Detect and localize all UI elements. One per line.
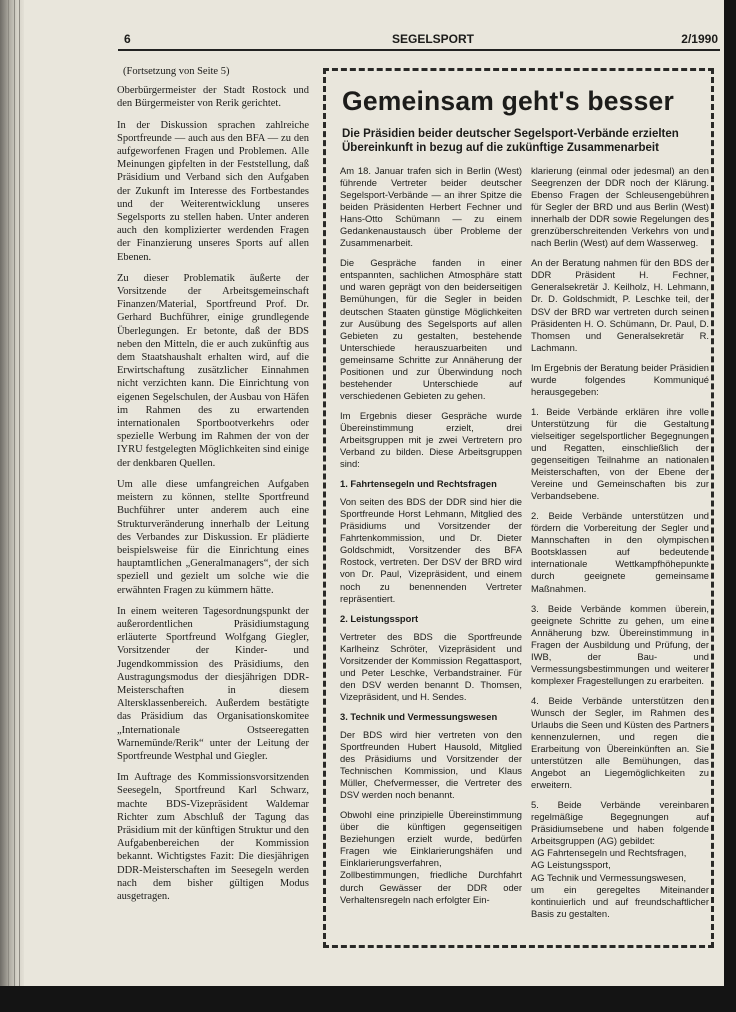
page-stack-line: [14, 0, 15, 986]
paragraph: An der Beratung nahmen für den BDS der DDR Präsident H. Fechner, Generalsekretär J. Keilholz, H. Lehmann, Dr. D. Goldschmidt, P. Leschke teil, der DSV der BRD war vertreten durch seinen Präsidenten H. O. Schümann, Dr. Paul, D. Thomsen und Generalsekretär R. Lachmann.: [531, 257, 709, 353]
section-heading: 1. Fahrtensegeln und Rechtsfragen: [340, 478, 497, 490]
page-stack-line: [19, 0, 20, 986]
paragraph: 5. Beide Verbände vereinbaren regelmäßige Begegnungen auf Präsidiumsebene und haben folgende Arbeitsgruppen (AG) gebildet:: [531, 799, 709, 847]
page-number: 6: [124, 32, 131, 46]
paragraph: Obwohl eine prinzipielle Übereinstimmung über die künftigen gegenseitigen Beziehungen erzielt wurde, bedürfen Fragen wie Einklarierungshäfen und Einklarierungsverfahren, Zollbestimmungen, friedliche Durchfahrt durch Gewässer der DDR oder Verhaltensregeln nach erfolgter Ein-: [340, 809, 522, 905]
paragraph: In der Diskussion sprachen zahlreiche Sportfreunde — auch aus den BFA — zu den aufgeworfenen Fragen und Problemen. Alle Meinungen gipfelten in der Feststellung, daß Präsidium und Verband sich den Aufgaben der Zukunft im Interesse des Fortbestandes und der Weiterentwicklung unseres Segelsports zu stellen haben. Unter anderen auch den komplizierter werdenden Fragen der Finanzierung unseres Sports auf allen Ebenen.: [117, 119, 309, 263]
paragraph: In einem weiteren Tagesordnungspunkt der außerordentlichen Präsidiumstagung erläuterte Sportfreund Wolfgang Giegler, Vorsitzender der Kinder- und Jugendkommission des Präsidiums, den Austragungsmodus der diesjährigen DDR-Meisterschaften in diesem Altersklassenbereich. Außerdem bestätigte das Präsidium das Organisationskomitee „Internationale Ostseeregatten Warnemünde/Rerik“ unter der Leitung der Sportfreunde Westphal und Giegler.: [117, 605, 309, 762]
paragraph: Um alle diese umfangreichen Aufgaben meistern zu können, stellte Sportfreund Buchführer unter anderem auch eine Strukturveränderung innerhalb der Leitung des Verbandes zur Diskussion. Er plädierte beispielsweise für die Einrichtung eines hauptamtlichen „Generalmanagers“, der sich speziell und gezielt um solche wie die erwähnten Fragen zu kümmern hätte.: [117, 478, 309, 596]
left-column: [117, 65, 309, 911]
ag-list-item: AG Leistungssport,: [531, 859, 611, 871]
paragraph: Im Auftrage des Kommissionsvorsitzenden Seesegeln, Sportfreund Karl Schwarz, machte BDS-Vizepräsident Waldemar Richter zum Abschluß der Tagung das Präsidium mit der künftigen Struktur und den Aufgabenbereichen der Kommission bekannt. Wichtigstes Fazit: Die diesjährigen DDR-Meisterschaften im Seesegeln werden nach dem bisher gültigen Modus ausgetragen.: [117, 772, 309, 902]
section-heading: 3. Technik und Vermessungswesen: [340, 710, 498, 722]
paragraph: Der BDS wird hier vertreten von den Sportfreunden Hubert Hausold, Mitglied des Präsidiums und Vorsitzender der Technischen Kommission, und Klaus Müller, Chefvermesser, die Vertreter des DSV werden noch benannt.: [340, 728, 522, 801]
article-headline: Gemeinsam geht's besser: [342, 86, 674, 116]
paragraph: Im Ergebnis dieser Gespräche wurde Übereinstimmung erzielt, drei Arbeitsgruppen mit je zwei Vertretern pro Verband zu bilden. Diese Arbeitsgruppen sind:: [340, 409, 522, 470]
paragraph: Von seiten des BDS der DDR sind hier die Sportfreunde Horst Lehmann, Mitglied des Präsidiums und Vorsitzender der Fahrtenkommission, und Dr. Dieter Goldschmidt, Vorsitzender des BFA Rostock, vertreten. Der DSV der BRD wird von Dr. Paul, Vizepräsident, und einem noch zu benennenden Vertreter repräsentiert.: [340, 496, 522, 604]
paragraph: Zu dieser Problematik äußerte der Vorsitzende der Arbeitsgemeinschaft Finanzen/Material, Sportfreund Prof. Dr. Gerhard Buchführer, einige grundlegende Überlegungen. Er betonte, daß der BDS neben den Mitteln, die er auch zukünftig aus dem Staatshaushalt erhalten wird, auf die Erwirtschaftung zusätzlicher Einnahmen nicht verzichten kann. Die Einrichtung von eigenen Segelschulen, der Ausbau von Häfen im Rahmen des zu erwartenden internationalen Sportbootverkehrs oder spezielle Werbung im Rahmen der von der IYRU festgelegten Möglichkeiten sind einige der denkbaren Quellen.: [117, 272, 309, 469]
paragraph: 4. Beide Verbände unterstützen den Wunsch der Segler, im Rahmen des Urlaubs die Seen und Küsten des Partners kennenzulernen, und regen die Erarbeitung von Übereinkünften an. Sie unterstützen alle Bemühungen, das Angebot an Liegemöglichkeiten zu erweitern.: [531, 694, 709, 791]
paragraph: klarierung (einmal oder jedesmal) an den Seegrenzen der DDR noch der Klärung. Ebenso Fragen der Schleusengebühren für Segler der BRD und aus Berlin (West) innerhalb der DDR sowie Regelungen des grenzüberschreitenden Verkehrs von und nach Berlin (West) auf dem Wasserweg.: [531, 165, 709, 249]
article-column-1: [340, 165, 522, 914]
ag-list-item: AG Fahrtensegeln und Rechtsfragen,: [531, 847, 687, 859]
paragraph: Oberbürgermeister der Stadt Rostock und den Bürgermeister von Rerik gerichtet.: [117, 85, 309, 110]
article-subheadline: Die Präsidien beider deutscher Segelsport-Verbände erzielten Übereinkunft in bezug auf die zukünftige Zusammenarbeit: [342, 128, 679, 154]
paragraph: 1. Beide Verbände erklären ihre volle Unterstützung für die Gestaltung vielseitiger segelsportlicher Begegnungen und Regatten, einschließlich der gegenseitigen Teilnahme an nationalen Meisterschaften, von der Ebene der Vereine und Gemeinschaften bis zur Verbandsebene.: [531, 405, 709, 502]
paragraph: 2. Beide Verbände unterstützen und fördern die Vorbereitung der Segler und Mannschaften in den olympischen Bootsklassen auf bedeutende internationale Wettkampfhöhepunkte durch geeignete gemeinsame Maßnahmen.: [531, 510, 709, 594]
paragraph: Am 18. Januar trafen sich in Berlin (West) führende Vertreter beider deutscher Segelsport-Verbände — an ihrer Spitze die beiden Präsidenten Herbert Fechner und Hans-Otto Schümann — zu einem Gedankenaustausch über Probleme der Zusammenarbeit.: [340, 165, 522, 249]
issue-number: 2/1990: [681, 32, 718, 46]
paragraph: 3. Beide Verbände kommen überein, geeignete Schritte zu gehen, um eine Annäherung bzw. Übereinstimmung in Fragen der Ausbildung und Prüfung, der IWB, der Bau- und Vermessungsbestimmungen und weiterer komplexer Fragestellungen zu erarbeiten.: [531, 602, 709, 686]
page-stack-line: [8, 0, 9, 986]
page-header: [118, 27, 720, 51]
continuation-note: (Fortsetzung von Seite 5): [123, 66, 230, 77]
paragraph: Im Ergebnis der Beratung beider Präsidien wurde folgendes Kommuniqué herausgegeben:: [531, 361, 709, 397]
paragraph: um ein geregeltes Miteinander kontinuierlich und auf freundschaftlicher Basis zu gestalten.: [531, 883, 709, 919]
paragraph: Vertreter des BDS die Sportfreunde Karlheinz Schröter, Vizepräsident und Vorsitzender der Kommission Regattasport, und Peter Leschke, Verbandstrainer. Für den DSV werden benannt D. Thomsen, Vizepräsident, und H. Sendes.: [340, 630, 522, 702]
section-heading: 2. Leistungssport: [340, 612, 419, 624]
book-binding-edge: [0, 0, 24, 986]
paragraph: Die Gespräche fanden in einer entspannten, sachlichen Atmosphäre statt und waren geprägt von den beiderseitigen Bemühungen, für die Segler in beiden deutschen Staaten günstige Möglichkeiten zur Ausübung des Segelsports auf allen Gebieten zu gestalten, bestehende Unterschiede herauszuarbeiten und gemeinsame Schritte zur Annäherung der Positionen und zur Überwindung noch bestehender Unterschiede auf verschiedenen Gebieten zu gehen.: [340, 257, 522, 401]
ag-list-item: AG Technik und Vermessungswesen,: [531, 871, 687, 883]
article-column-2: [531, 165, 709, 928]
magazine-title: SEGELSPORT: [392, 32, 475, 46]
